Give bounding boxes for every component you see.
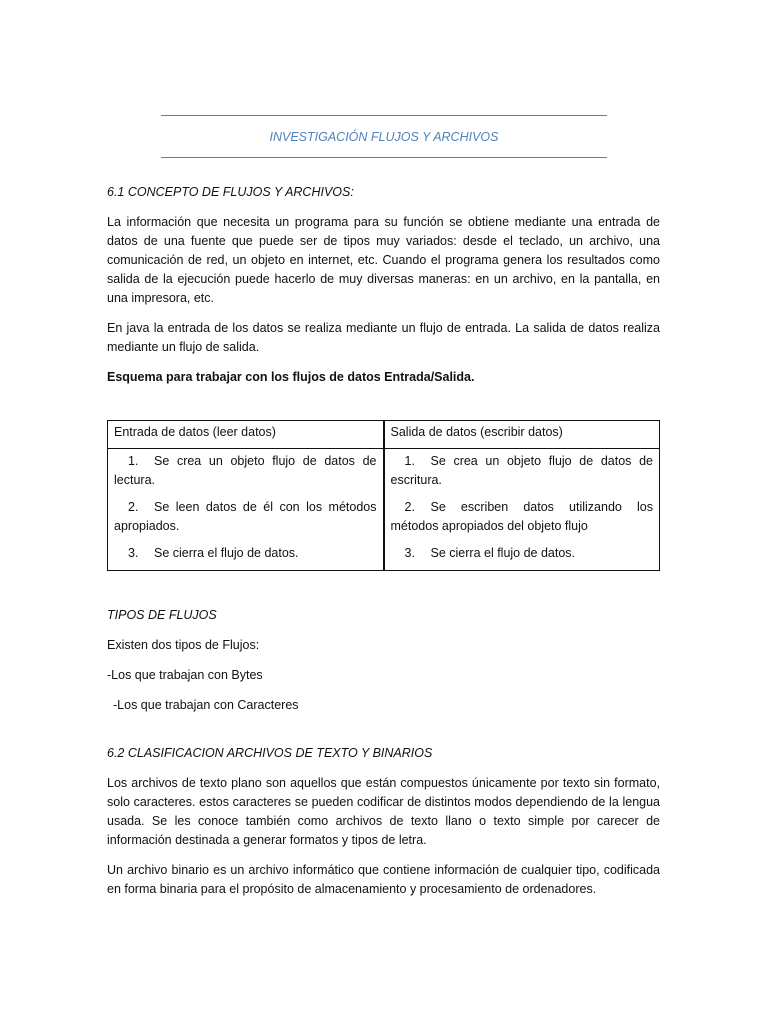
step-text: Se crea un objeto flujo de datos de escritura. — [390, 454, 653, 487]
input-step — [114, 544, 377, 563]
step-text: Se escriben datos utilizando los métodos apropiados del objeto flujo — [390, 500, 653, 533]
step-number: 1. — [128, 454, 139, 468]
step-number: 3. — [404, 546, 415, 560]
step-number: 2. — [404, 500, 415, 514]
section1-paragraph-1: La información que necesita un programa para su función se obtiene mediante una entrada de datos de una fuente que puede ser de tipos muy variados: desde el teclado, un archivo, una comunicación de red, un objeto en internet, etc. Cuando el programa genera los resultados como salida de la ejecución puede hacerlo de muy diversas maneras: en un archivo, en la pantalla, en una impresora, etc. — [107, 215, 660, 305]
section2-paragraph-2: Un archivo binario es un archivo informático que contiene información de cualquier tipo, codificada en forma binaria para el propósito de almacenamiento y procesamiento de ordenadores. — [107, 863, 660, 896]
schema-title: Esquema para trabajar con los flujos de datos Entrada/Salida. — [107, 370, 475, 384]
document-body — [107, 183, 660, 910]
step-text: Se crea un objeto flujo de datos de lectura. — [114, 454, 377, 487]
step-number: 2. — [128, 500, 139, 514]
types-intro: Existen dos tipos de Flujos: — [107, 638, 260, 652]
output-step — [391, 452, 654, 490]
types-heading: TIPOS DE FLUJOS — [107, 608, 217, 622]
step-number: 3. — [128, 546, 139, 560]
section2-paragraph-1: Los archivos de texto plano son aquellos que están compuestos únicamente por texto sin formato, solo caracteres. estos caracteres se pueden codificar de distintos modos dependiendo de la lengua usada. Se les conoce también como archivos de texto llano o texto simple por carecer de información destinada a generar formatos y tipos de letra. — [107, 776, 660, 847]
output-step — [391, 544, 654, 563]
step-text: Se leen datos de él con los métodos apropiados. — [114, 500, 377, 533]
section1-paragraph-2: En java la entrada de los datos se realiza mediante un flujo de entrada. La salida de datos realiza mediante un flujo de salida. — [107, 321, 660, 354]
output-column-header: Salida de datos (escribir datos) — [384, 421, 660, 449]
input-step — [114, 498, 377, 536]
step-text: Se cierra el flujo de datos. — [430, 546, 576, 560]
section2-heading: 6.2 CLASIFICACION ARCHIVOS DE TEXTO Y BINARIOS — [107, 746, 433, 760]
title-bottom-rule — [161, 157, 607, 158]
output-step — [391, 498, 654, 536]
input-steps-cell — [108, 449, 384, 571]
io-table — [107, 420, 660, 571]
title-block — [161, 115, 607, 158]
document-title: INVESTIGACIÓN FLUJOS Y ARCHIVOS — [269, 130, 499, 144]
io-table-body-row — [108, 449, 660, 571]
section1-heading: 6.1 CONCEPTO DE FLUJOS Y ARCHIVOS: — [107, 185, 354, 199]
io-table-header-row — [108, 421, 660, 449]
types-item-characters: -Los que trabajan con Caracteres — [113, 698, 299, 712]
types-item-bytes: -Los que trabajan con Bytes — [107, 668, 263, 682]
step-text: Se cierra el flujo de datos. — [154, 546, 299, 560]
input-step — [114, 452, 377, 490]
input-column-header: Entrada de datos (leer datos) — [108, 421, 384, 449]
output-steps-cell — [384, 449, 660, 571]
step-number: 1. — [404, 454, 415, 468]
